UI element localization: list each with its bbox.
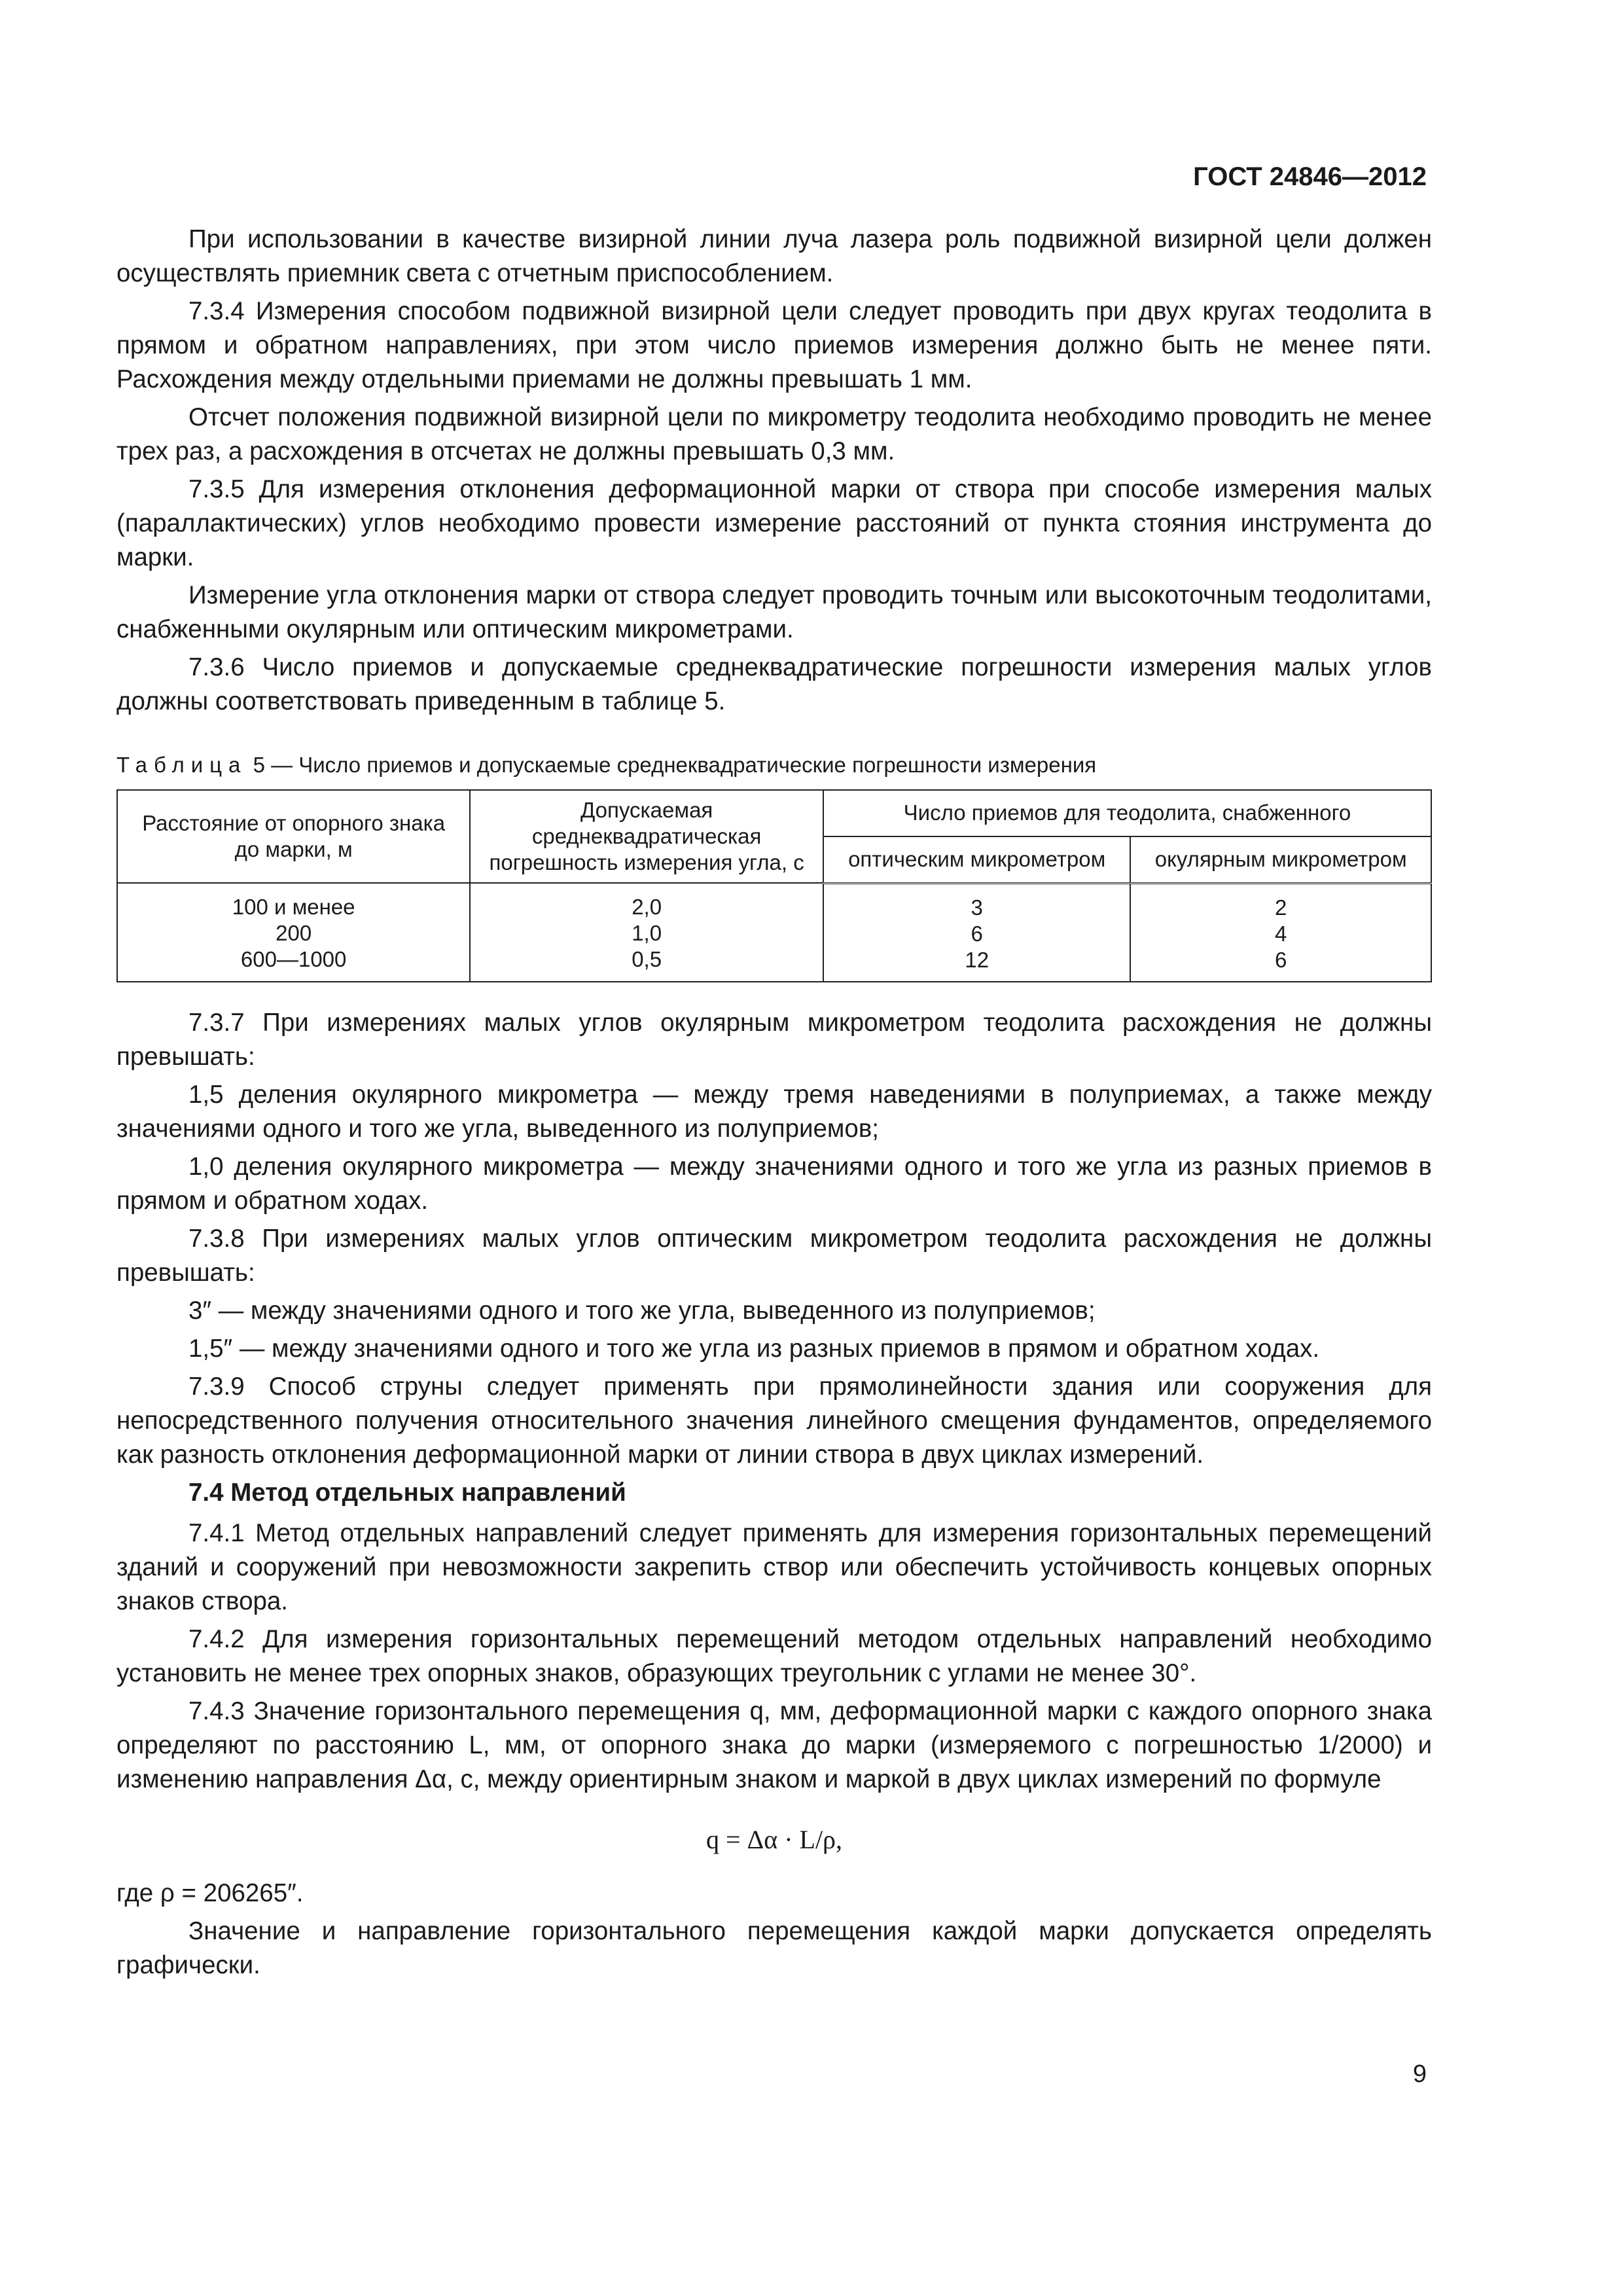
cell-distance: 100 и менее 200 600—1000 <box>117 883 470 982</box>
paragraph: Значение и направление горизонтального перемещения каждой марки допускается определять графически. <box>116 1916 1432 1979</box>
page-number: 9 <box>1412 2060 1427 2088</box>
table-caption-text: 5 — Число приемов и допускаемые среднеквадратические погрешности измерения <box>253 753 1097 777</box>
paragraph: 3″ — между значениями одного и того же угла, выведенного из полуприемов; <box>188 1296 1096 1325</box>
paragraph-7-4-1: 7.4.1 Метод отдельных направлений следует применять для измерения горизонтальных перемещений зданий и сооружений при невозможности закрепить створ или обеспечить устойчивость концевых опорных знаков створа. <box>116 1518 1432 1615</box>
paragraph-7-3-7: 7.3.7 При измерениях малых углов окулярным микрометром теодолита расхождения не должны превышать: <box>116 1008 1432 1071</box>
cell-ocular: 2 4 6 <box>1130 883 1431 982</box>
paragraph: 1,0 деления окулярного микрометра — между значениями одного и того же угла из разных приемов в прямом и обратном ходах. <box>116 1152 1432 1215</box>
paragraph-7-3-5: 7.3.5 Для измерения отклонения деформационной марки от створа при способе измерения малых (параллактических) углов необходимо провести измерение расстояний от пункта стояния инструмента до марки. <box>116 475 1432 571</box>
header-optical: оптическим микрометром <box>823 836 1131 883</box>
table-5 <box>116 789 1432 982</box>
paragraph-7-3-6: 7.3.6 Число приемов и допускаемые среднеквадратические погрешности измерения малых углов должны соответствовать приведенным в таблице 5. <box>116 653 1432 715</box>
cell-optical: 3 6 12 <box>823 883 1131 982</box>
document-id: ГОСТ 24846—2012 <box>1193 162 1427 191</box>
paragraph: Отсчет положения подвижной визирной цели по микрометру теодолита необходимо проводить не менее трех раз, а расхождения в отсчетах не должны превышать 0,3 мм. <box>116 403 1432 465</box>
header-group: Число приемов для теодолита, снабженного <box>823 790 1431 836</box>
where-line: где ρ = 206265″. <box>116 1878 304 1907</box>
section-heading: 7.4 Метод отдельных направлений <box>188 1478 626 1507</box>
document-body <box>116 223 1432 1986</box>
paragraph-7-4-2: 7.4.2 Для измерения горизонтальных перемещений методом отдельных направлений необходимо установить не менее трех опорных знаков, образующих треугольник с углами не менее 30°. <box>116 1624 1432 1687</box>
paragraph-7-3-8: 7.3.8 При измерениях малых углов оптическим микрометром теодолита расхождения не должны превышать: <box>116 1224 1432 1287</box>
formula: q = Δα · L/ρ, <box>705 1824 843 1854</box>
paragraph: 1,5 деления окулярного микрометра — между тремя наведениями в полуприемах, а также между значениями одного и того же угла, выведенного из полуприемов; <box>116 1080 1432 1143</box>
header-distance: Расстояние от опорного знака до марки, м <box>117 790 470 883</box>
paragraph: Измерение угла отклонения марки от створа следует проводить точным или высокоточным теодолитами, снабженными окулярным или оптическим микрометрами. <box>116 581 1432 643</box>
table-row <box>117 883 1431 982</box>
paragraph-7-4-3: 7.4.3 Значение горизонтального перемещения q, мм, деформационной марки с каждого опорного знака определяют по расстоянию L, мм, от опорного знака до марки (измеряемого с погрешностью 1/2000) и изменению направления Δα, с, между ориентирным знаком и маркой в двух циклах измерений по формуле <box>116 1696 1432 1793</box>
header-ocular: окулярным микрометром <box>1130 836 1431 883</box>
paragraph-7-3-4: 7.3.4 Измерения способом подвижной визирной цели следует проводить при двух кругах теодолита в прямом и обратном направлениях, при этом число приемов измерения должно быть не менее пяти. Расхождения между отдельными приемами не должны превышать 1 мм. <box>116 297 1432 393</box>
table-caption <box>116 751 1432 779</box>
paragraph: 1,5″ — между значениями одного и того же угла из разных приемов в прямом и обратном ходах. <box>188 1334 1320 1363</box>
paragraph: При использовании в качестве визирной линии луча лазера роль подвижной визирной цели должен осуществлять приемник света с отчетным приспособлением. <box>116 225 1432 287</box>
table-caption-word: Таблица <box>116 753 247 777</box>
header-error: Допускаемая среднеквадратическая погрешность измерения угла, с <box>470 790 823 883</box>
cell-error: 2,0 1,0 0,5 <box>470 883 823 982</box>
paragraph-7-3-9: 7.3.9 Способ струны следует применять при прямолинейности здания или сооружения для непосредственного получения относительного значения линейного смещения фундаментов, определяемого как разность отклонения деформационной марки от линии створа в двух циклах измерений. <box>116 1372 1432 1469</box>
